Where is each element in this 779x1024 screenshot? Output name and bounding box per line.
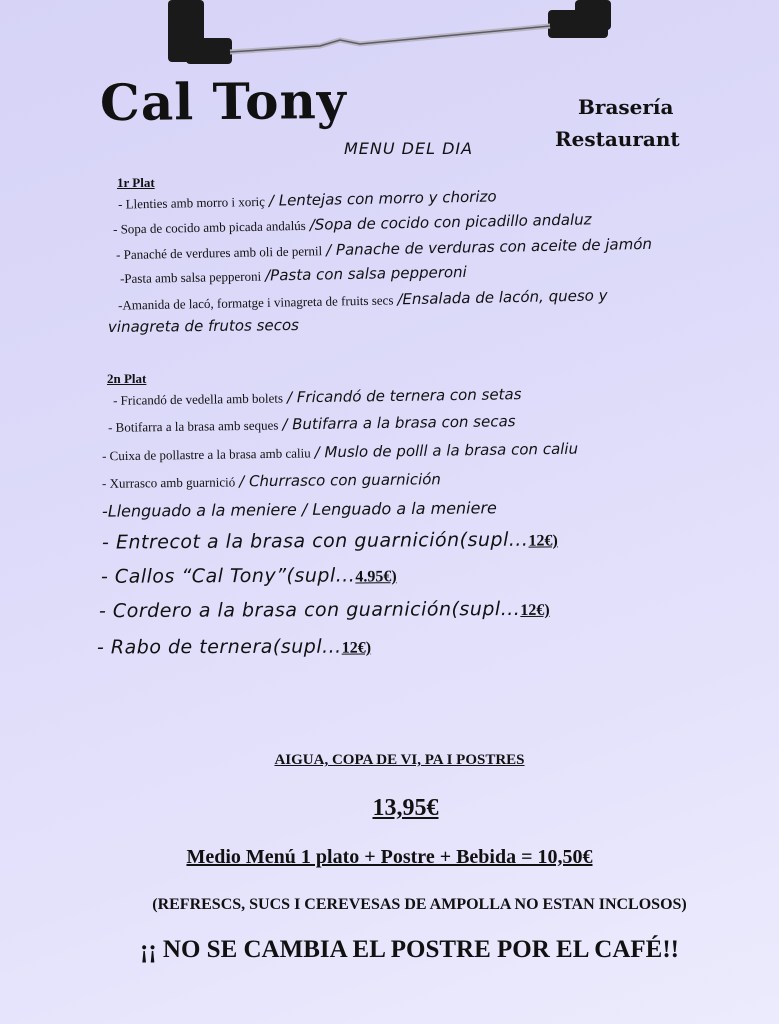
list-item: - Xurrasco amb guarnició / Churrasco con guarnición <box>101 470 441 491</box>
subtitle-braseria: Brasería <box>578 95 674 119</box>
first-course-heading: 1r Plat <box>117 175 155 190</box>
includes-line: AIGUA, COPA DE VI, PA I POSTRES <box>274 752 525 768</box>
clipboard-clip-icon <box>0 0 779 80</box>
list-item: - Cuixa de pollastre a la brasa amb caliu / Muslo de polll a la brasa con caliu <box>101 439 579 464</box>
menu-title: MENU DEL DIA <box>344 139 474 158</box>
list-item: - Botifarra a la brasa amb seques / Butifarra a la brasa con secas <box>107 412 516 435</box>
drinks-notice: (REFRESCS, SUCS I CEREVESAS DE AMPOLLA NO ESTAN INCLOSOS) <box>152 896 687 913</box>
half-menu-line: Medio Menú 1 plato + Postre + Bebida = 10,50€ <box>186 846 593 868</box>
list-item: - Sopa de cocido amb picada andalús /Sopa de cocido con picadillo andaluz <box>112 210 592 237</box>
list-item: - Fricandó de vedella amb bolets / Fricandó de ternera con setas <box>112 385 522 408</box>
list-item: -Llenguado a la meniere / Lenguado a la meniere <box>101 498 497 521</box>
list-item: - Llenties amb morro i xoriç / Lentejas con morro y chorizo <box>117 187 497 212</box>
list-item: -Amanida de lacó, formatge i vinagreta de fruits secs /Ensalada de lacón, queso y <box>117 286 608 313</box>
supplement-item: - Callos “Cal Tony”(supl...4.95€) <box>100 564 397 588</box>
supplement-item: - Entrecot a la brasa con guarnición(supl...12€) <box>101 528 558 554</box>
list-item: -Pasta amb salsa pepperoni /Pasta con salsa pepperoni <box>119 262 467 287</box>
supplement-item: - Rabo de ternera(supl...12€) <box>96 635 372 659</box>
restaurant-logo: Cal Tony <box>99 70 348 133</box>
second-course-heading: 2n Plat <box>107 371 147 386</box>
dessert-warning: ¡¡ NO SE CAMBIA EL POSTRE POR EL CAFÉ!! <box>140 936 679 963</box>
subtitle-restaurant: Restaurant <box>555 127 680 151</box>
list-item: vinagreta de frutos secos <box>107 316 299 336</box>
supplement-item: - Cordero a la brasa con guarnición(supl...12€) <box>98 597 550 623</box>
list-item: - Panaché de verdures amb oli de pernil / Panache de verduras con aceite de jamón <box>115 234 653 263</box>
menu-price: 13,95€ <box>372 795 439 821</box>
